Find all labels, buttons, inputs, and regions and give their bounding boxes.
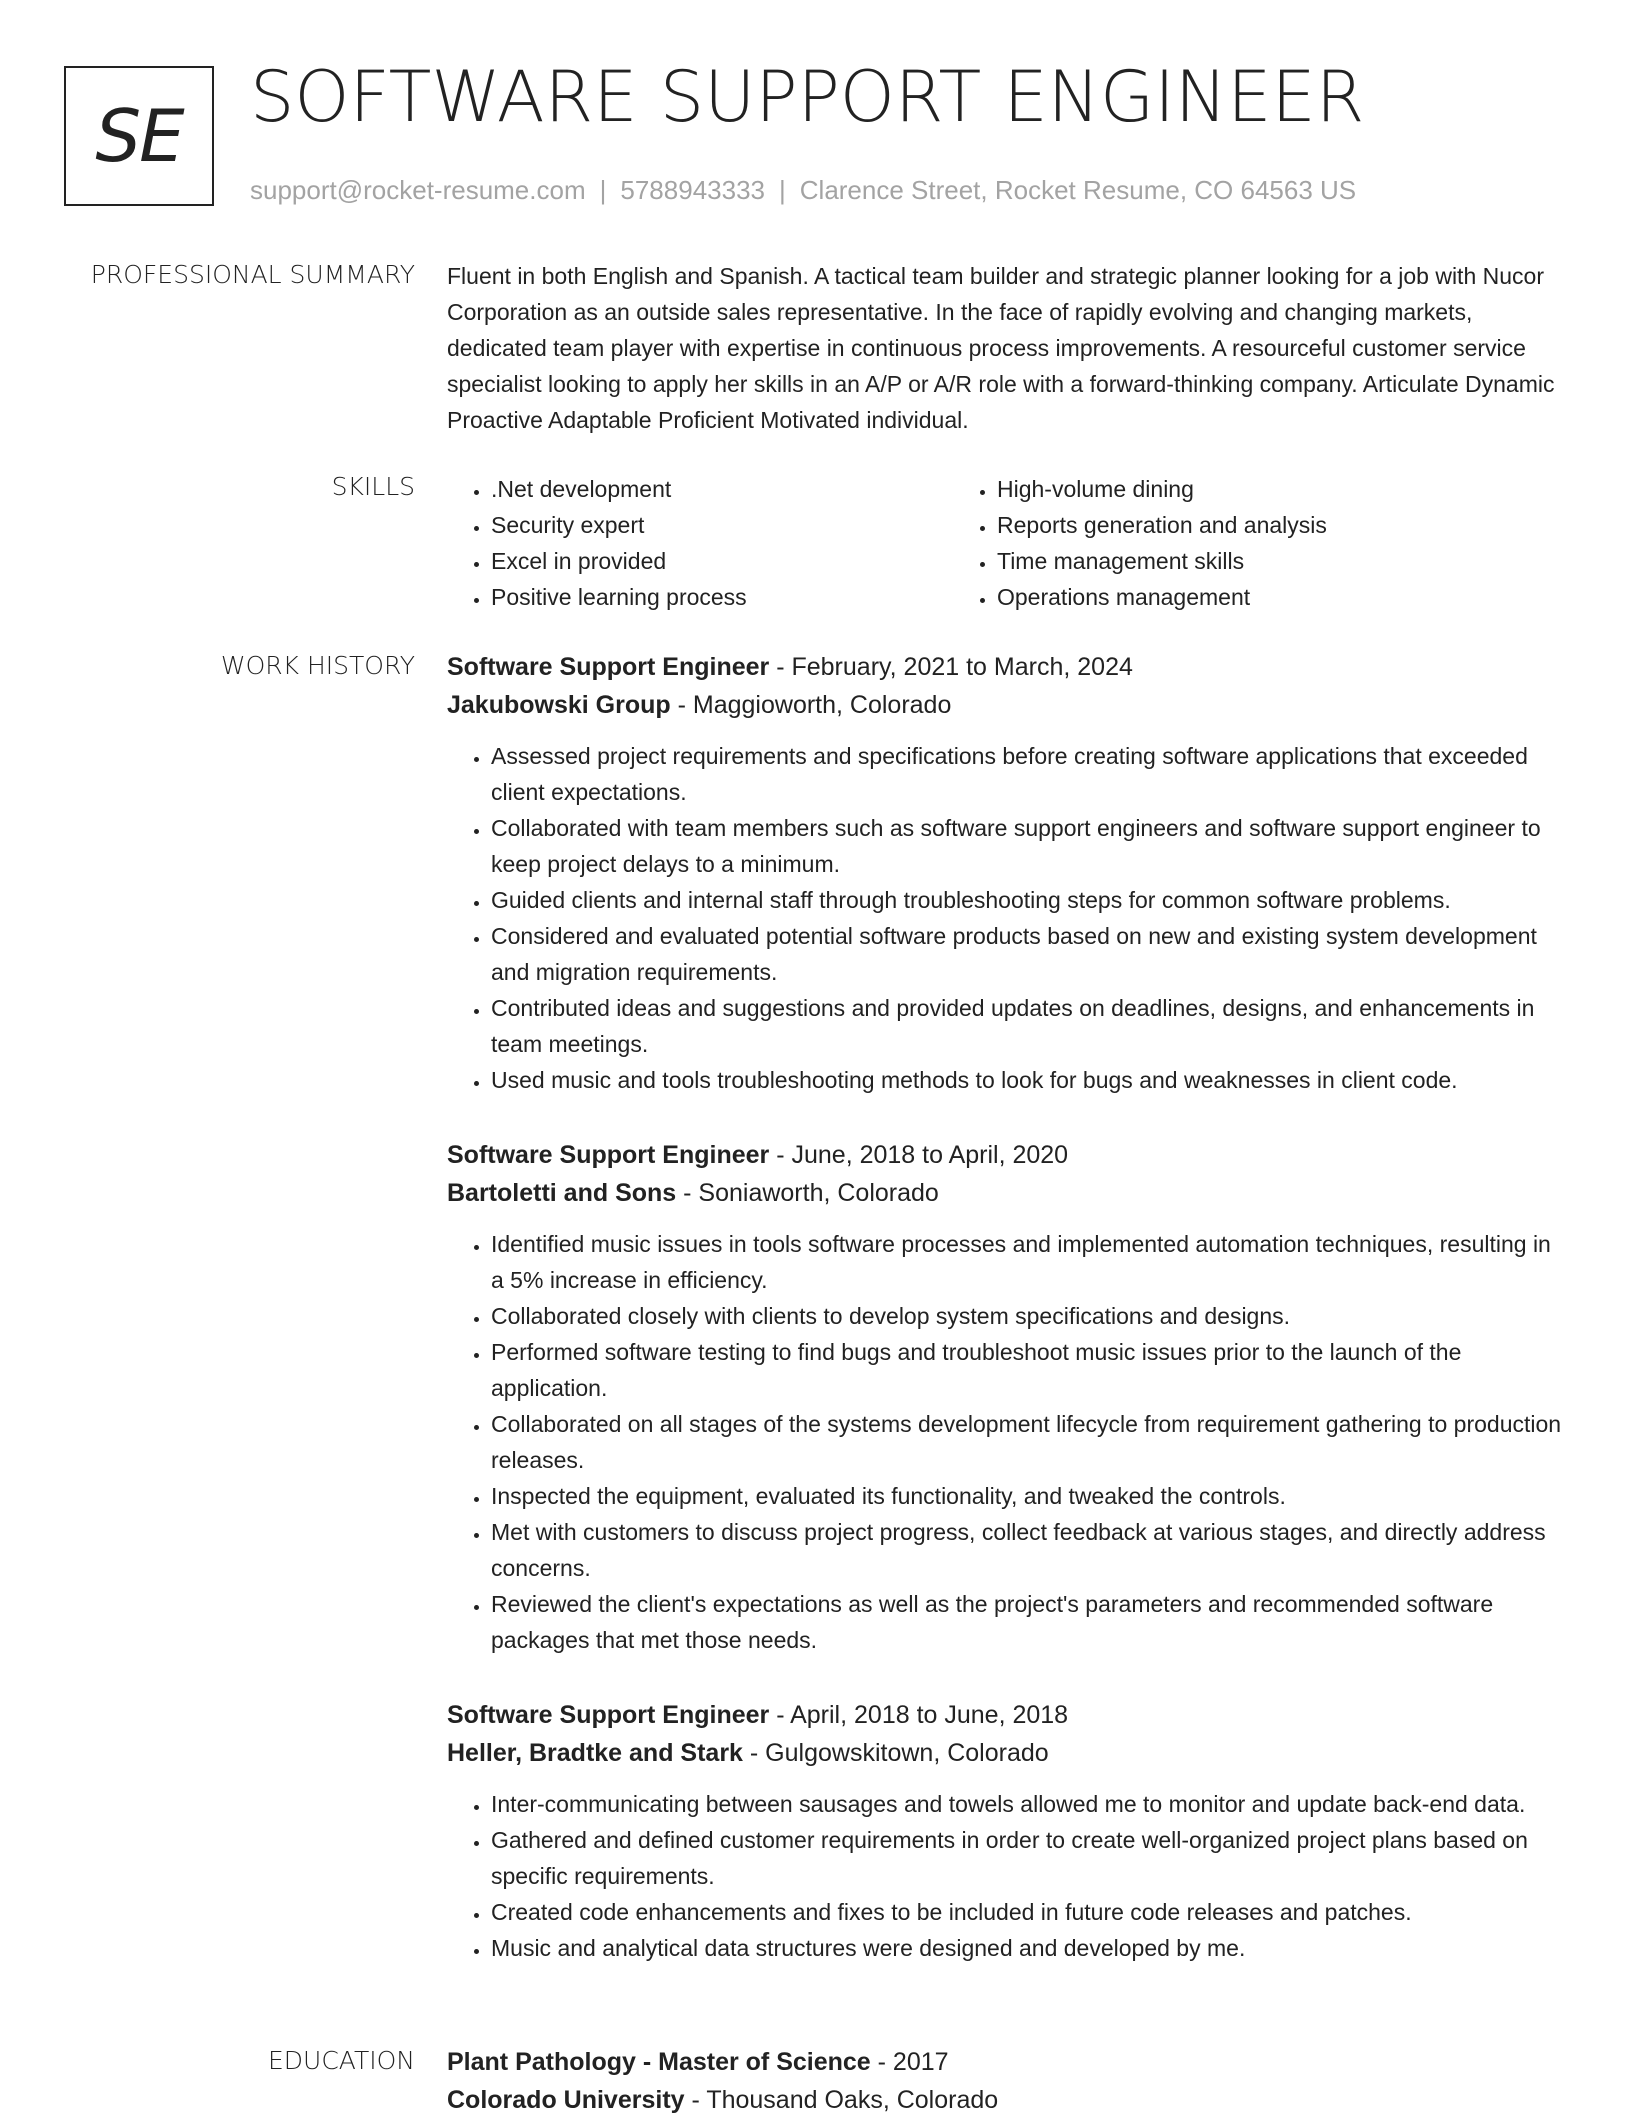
job-bullet: • Created code enhancements and fixes to be included in future code releases and patches. xyxy=(491,1894,1567,1930)
job-title-line xyxy=(447,1696,1567,1734)
skill-item: • .Net development xyxy=(491,471,953,507)
job-bullet: • Inter-communicating between sausages and towels allowed me to monitor and update back-end data. xyxy=(491,1786,1567,1822)
skill-item: • Excel in provided xyxy=(491,543,953,579)
job-bullet: • Assessed project requirements and specifications before creating software applications that exceeded client expectations. xyxy=(491,738,1567,810)
job-title-line xyxy=(447,648,1567,686)
job-bullet: • Guided clients and internal staff through troubleshooting steps for common software problems. xyxy=(491,882,1567,918)
skill-item: • Positive learning process xyxy=(491,579,953,615)
skill-item: • Operations management xyxy=(997,579,1459,615)
job-title: Software Support Engineer xyxy=(447,1141,770,1169)
education-label: EDUCATION xyxy=(268,2046,415,2075)
summary-text: Fluent in both English and Spanish. A tactical team builder and strategic planner looking for a job with Nucor Corporation as an outside sales representative. In the face of rapidly evolving and changing markets, dedicated team player with expertise in continuous process improvements. A resourceful customer service specialist looking to apply her skills in an A/P or A/R role with a forward-thinking company. Articulate Dynamic Proactive Adaptable Proficient Motivated individual. xyxy=(447,263,1555,433)
job-entry xyxy=(447,1136,1567,1658)
skills-grid xyxy=(447,471,1567,615)
skill-item: • Time management skills xyxy=(997,543,1459,579)
job-bullet: • Collaborated closely with clients to develop system specifications and designs. xyxy=(491,1298,1567,1334)
skills-section xyxy=(447,471,1567,615)
job-bullet: • Collaborated with team members such as software support engineers and software support engineer to keep project delays to a minimum. xyxy=(491,810,1567,882)
education-location: - Thousand Oaks, Colorado xyxy=(684,2086,999,2114)
skills-list-right xyxy=(953,471,1459,615)
monogram-box xyxy=(64,66,214,206)
job-company-line xyxy=(447,1734,1567,1772)
job-location: - Soniaworth, Colorado xyxy=(676,1179,939,1207)
job-dates: - February, 2021 to March, 2024 xyxy=(769,653,1133,681)
job-bullet: • Music and analytical data structures were designed and developed by me. xyxy=(491,1930,1567,1966)
work-section xyxy=(447,648,1567,2004)
job-bullet: • Inspected the equipment, evaluated its functionality, and tweaked the controls. xyxy=(491,1478,1567,1514)
job-entry xyxy=(447,1696,1567,1966)
job-bullets xyxy=(447,1226,1567,1658)
education-school: Colorado University xyxy=(447,2086,685,2114)
summary-label: PROFESSIONAL SUMMARY xyxy=(90,260,415,289)
education-degree: Plant Pathology - Master of Science xyxy=(447,2048,871,2076)
job-bullet: • Met with customers to discuss project progress, collect feedback at various stages, and directly address concerns. xyxy=(491,1514,1567,1586)
job-bullet: • Reviewed the client's expectations as well as the project's parameters and recommended software packages that met those needs. xyxy=(491,1586,1567,1658)
contact-separator: | xyxy=(779,175,786,205)
job-bullet: • Identified music issues in tools software processes and implemented automation techniques, resulting in a 5% increase in efficiency. xyxy=(491,1226,1567,1298)
job-company-line xyxy=(447,1174,1567,1212)
skills-label: SKILLS xyxy=(331,472,415,501)
contact-address: Clarence Street, Rocket Resume, CO 64563 US xyxy=(799,175,1357,205)
education-year: - 2017 xyxy=(870,2048,949,2076)
education-school-line xyxy=(447,2081,1567,2119)
job-bullet: • Considered and evaluated potential software products based on new and existing system development and migration requirements. xyxy=(491,918,1567,990)
resume-title: SOFTWARE SUPPORT ENGINEER xyxy=(250,56,1365,138)
contact-line xyxy=(250,175,1356,206)
job-bullet: • Contributed ideas and suggestions and provided updates on deadlines, designs, and enhancements in team meetings. xyxy=(491,990,1567,1062)
contact-email: support@rocket-resume.com xyxy=(250,175,586,205)
contact-phone: 5788943333 xyxy=(620,175,765,205)
job-bullet: • Performed software testing to find bugs and troubleshoot music issues prior to the launch of the application. xyxy=(491,1334,1567,1406)
job-bullet: • Used music and tools troubleshooting methods to look for bugs and weaknesses in client code. xyxy=(491,1062,1567,1098)
skill-item: • High-volume dining xyxy=(997,471,1459,507)
job-dates: - April, 2018 to June, 2018 xyxy=(769,1701,1069,1729)
job-title: Software Support Engineer xyxy=(447,1701,770,1729)
skill-item: • Reports generation and analysis xyxy=(997,507,1459,543)
job-bullets xyxy=(447,1786,1567,1966)
job-company: Bartoletti and Sons xyxy=(447,1179,677,1207)
education-section xyxy=(447,2043,1567,2119)
job-company-line xyxy=(447,686,1567,724)
job-title-line xyxy=(447,1136,1567,1174)
job-bullets xyxy=(447,738,1567,1098)
job-bullet: • Collaborated on all stages of the systems development lifecycle from requirement gathering to production releases. xyxy=(491,1406,1567,1478)
monogram-initials: SE xyxy=(95,94,183,178)
education-degree-line xyxy=(447,2043,1567,2081)
job-entry xyxy=(447,648,1567,1098)
contact-separator: | xyxy=(599,175,607,205)
job-title: Software Support Engineer xyxy=(447,653,770,681)
skills-list-left xyxy=(447,471,953,615)
job-dates: - June, 2018 to April, 2020 xyxy=(769,1141,1069,1169)
job-company: Jakubowski Group xyxy=(447,691,671,719)
summary-section xyxy=(447,258,1567,438)
job-location: - Gulgowskitown, Colorado xyxy=(742,1739,1049,1767)
work-label: WORK HISTORY xyxy=(220,651,415,680)
skill-item: • Security expert xyxy=(491,507,953,543)
job-company: Heller, Bradtke and Stark xyxy=(447,1739,743,1767)
job-bullet: • Gathered and defined customer requirements in order to create well-organized project plans based on specific requirements. xyxy=(491,1822,1567,1894)
job-location: - Maggioworth, Colorado xyxy=(670,691,952,719)
